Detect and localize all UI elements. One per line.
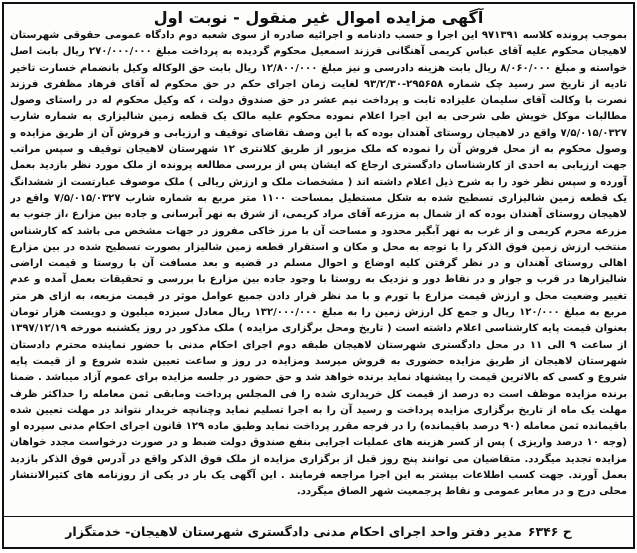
notice-body: بموجب پرونده کلاسه ۹۷۱۳۹۱ این اجرا و حسب دادنامه و اجرائیه صادره از سوی شعبه دوم دادگاه عمومی حقوقی شهرستان لاهیجان محکوم علیه آقای عباس کریمی آهنگانی فرزند اسمعیل محکوم گردیده به پرداخت مبلغ ۲۷۰/۰۰۰/۰۰۰ ریال بابت اصل خواسته و مبلغ ۸/۰۶۰/۰۰۰ ریال بابت هزینه دادرسی و نیز مبلغ ۱۲/۸۰۰/۰۰۰ ریال بابت حق الوکاله وکیل بانضمام خسارت تاخیر تادیه از تاریخ سر رسید چک شماره ۲۹۵۶۵۸-۹۳/۲/۳۰ لغایت زمان اجرای حکم در حق محکوم له آقای فرهاد مظفری فرزند نصرت با وکالت آقای سلیمان علیزاده ثابت و پرداخت نیم عشر در حق صندوق دولت ، که وکیل محکوم له در راستای وصول مطالبات موکل خویش طی شرحی به این اجرا اعلام نموده محکوم علیه مالک یک قطعه زمین شالیزاری به شماره شارب ۷/۵/۰۱۵/۰۳۲۷ واقع در لاهیجان روستای آهندان بوده که با این وصف تقاضای توقیف و ارزیابی و فروش آن از طریق مزایده و وصول محکوم به از محل فروش آن را نموده که ملک مزبور از طریق کلانتری ۱۲ شهرستان لاهیجان توقیف و سپس مراتب جهت ارزیابی به احدی از کارشناسان دادگستری ارجاع که ایشان پس از بررسی مطالعه پرونده از ملک مورد نظر بازدید بعمل آورده و سپس نظر خود را به شرح ذیل اعلام داشته اند ( مشخصات ملک و ارزش ریالی ) ملک موصوف عبارتست از ششدانگ یک قطعه زمین شالیزاری تسطیح شده به شکل مستطیل بمساحت ۱۱۰۰ متر مربع به شماره شارب ۷/۵/۰۱۵/۰۳۲۷ واقع در لاهیجان روستای آهندان بوده که از شمال به مزرعه آقای مراد کریمی، از شرق به نهر آبرسانی و جاده بین مزارع ،از جنوب به مزرعه محرم کریمی و از غرب به نهر آبگیر محدود و مساحت آن با مرز خاکی مفروز در جهات مشخص می باشد که کارشناس منتخب ارزش زمین فوق الذکر را با توجه به محل و مکان و استقرار قطعه زمین شالیزار بصورت تسطیح شده در بین مزارع اهالی روستای آهندان و در نظر گرفتن کلیه اوضاع و احوال مسلم در قضیه و بعد مسافت آن با روستا و قیمت اراضی شالیزارها در قرب و جوار و در نقاط دور و نزدیک به روستا با وجود جاده بین مزارع با بررسی و تحقیقات بعمل آمده و عدم تغییر وضعیت محل و ارزش قیمت مزارع با تورم و با مد نظر قرار دادن جمیع عوامل موثر در قیمت مزیعه، به ازای هر متر مربع به مبلغ ۱۲۰/۰۰۰ ریال و جمع کل ارزش زمین را به مبلغ ۱۳۲/۰۰۰/۰۰۰ ریال معادل سیزده میلیون و دویست هزار تومان بعنوان قیمت پایه کارشناسی اعلام داشته است ( تاریخ ومحل برگزاری مزایده ) ملک مذکور در روز یکشنبه مورخه ۱۳۹۷/۱۲/۱۹ از ساعت ۹ الی ۱۱ در محل دادگستری شهرستان لاهیجان طبقه دوم اجرای احکام مدنی با حضور نماینده محترم دادستان شهرستان لاهیجان از طریق مزایده حضوری به فروش میرسد ومزایده در روز و ساعت تعیین شده شروع و از قیمت پایه شروع و کسی که بالاترین قیمت را پیشنهاد نماید برنده خواهد شد و حق حضور در جلسه مزایده برای عموم آزاد میباشد . ضمنا برنده مزایده موظف است ده درصد از قیمت کل خریداری شده را فی المجلس پرداخت ومابقی ثمن معامله را حداکثر ظرف مهلت یک ماه از تاریخ برگزاری مزایده پرداخت و رسید آن را به اجرا تسلیم نماید وچنانچه خریدار نتواند در مهلت تعیین شده باقیمانده ثمن معامله (۹۰ درصد باقیمانده) را در فرجه مقرر پرداخت نماید وطبق ماده ۱۲۹ قانون اجرای احکام مدنی سپرده او (وجه ۱۰ درصد واریزی ) پس از کسر هزینه های عملیات اجرایی بنفع صندوق دولت ضبط و در صورت درخواست مجدد خواهان مزایده تجدید میگردد. متقاضیان می توانند پنج روز قبل از برگزاری مزایده از ملک فوق الذکر واقع در آدرس فوق الذکر بازدید بعمل آورند. جهت کسب اطلاعات بیشتر به این اجرا مراجعه فرمایند . این آگهی یک بار در یکی از روزنامه های کثیرالانتشار محلی درج و در معابر عمومی و نقاط پرجمعیت شهر الصاق میگردد. <box>10 30 627 498</box>
auction-notice <box>2 2 635 549</box>
notice-reference-code: ح ۶۳۴۶ <box>527 523 572 539</box>
notice-title: آگهی مزایده اموال غیر منقول - نوبت اول <box>153 7 484 27</box>
notice-signature: مدیر دفتر واحد اجرای احکام مدنی دادگستری شهرستان لاهیجان- خدمتگزار <box>65 523 522 539</box>
notice-footer <box>4 516 633 545</box>
notice-header <box>4 6 633 28</box>
